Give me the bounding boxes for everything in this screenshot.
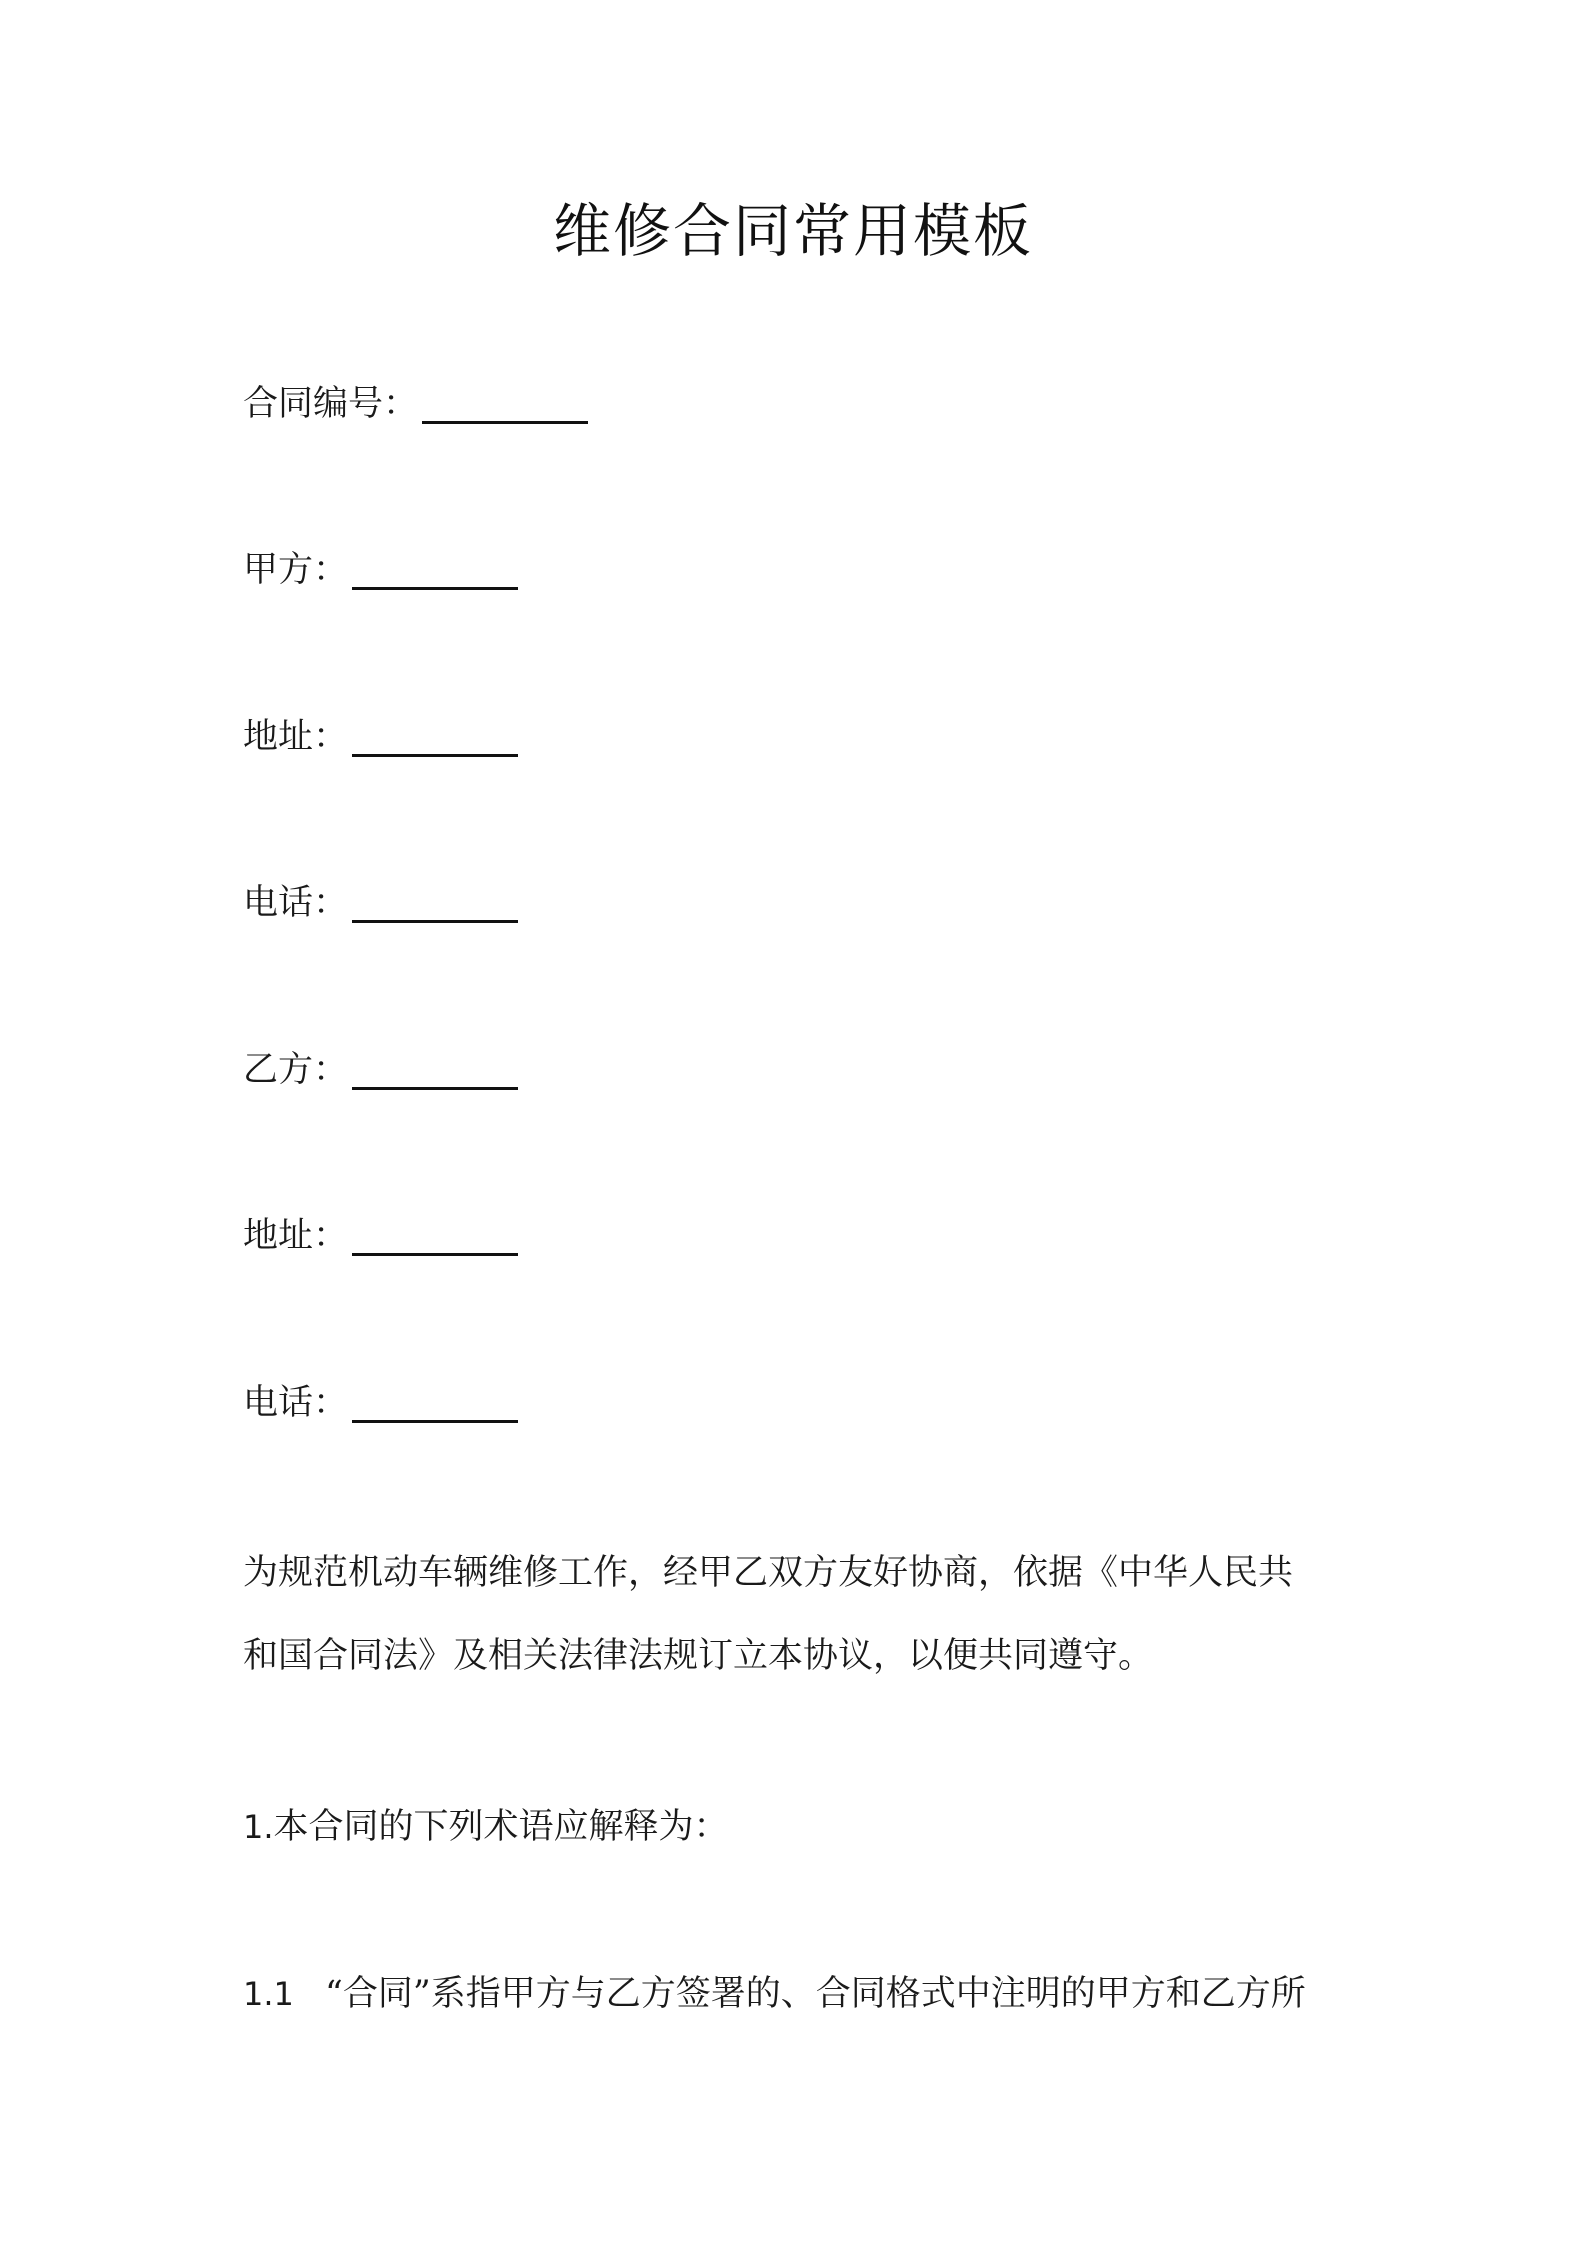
party-b-address-field	[243, 1214, 518, 1258]
party-b-address-blank	[352, 1223, 518, 1256]
intro-paragraph	[243, 1532, 1353, 1698]
section-1-heading	[243, 1805, 729, 1849]
clause-1-1-number: 1.1	[243, 1975, 294, 2013]
party-a-phone-field	[243, 881, 518, 925]
party-a-blank	[352, 557, 518, 590]
party-a-label: 甲方：	[243, 550, 349, 590]
party-a-address-blank	[352, 724, 518, 757]
contract-number-label: 合同编号：	[243, 384, 419, 424]
contract-number-blank	[422, 391, 588, 424]
party-a-address-field	[243, 715, 518, 759]
section-1-text: 本合同的下列术语应解释为：	[273, 1807, 729, 1847]
party-b-blank	[352, 1057, 518, 1090]
clause-1-1	[243, 1972, 1353, 2016]
clause-1-1-text: “合同”系指甲方与乙方签署的、合同格式中注明的甲方和乙方所	[325, 1974, 1306, 2014]
party-b-label: 乙方：	[243, 1050, 349, 1090]
intro-line-2: 和国合同法》及相关法律法规订立本协议，以便共同遵守。	[243, 1636, 1154, 1676]
party-a-phone-label: 电话：	[243, 883, 349, 923]
party-b-phone-label: 电话：	[243, 1383, 349, 1423]
contract-number-field	[243, 382, 588, 426]
party-a-phone-blank	[352, 890, 518, 923]
party-a-field	[243, 548, 518, 592]
section-1-number: 1.	[243, 1808, 274, 1846]
party-b-field	[243, 1048, 518, 1092]
party-b-phone-blank	[352, 1390, 518, 1423]
party-b-phone-field	[243, 1381, 518, 1425]
document-title: 维修合同常用模板	[552, 197, 1033, 265]
party-a-address-label: 地址：	[243, 717, 349, 757]
intro-line-1: 为规范机动车辆维修工作，经甲乙双方友好协商，依据《中华人民共	[243, 1553, 1294, 1593]
party-b-address-label: 地址：	[243, 1216, 349, 1256]
